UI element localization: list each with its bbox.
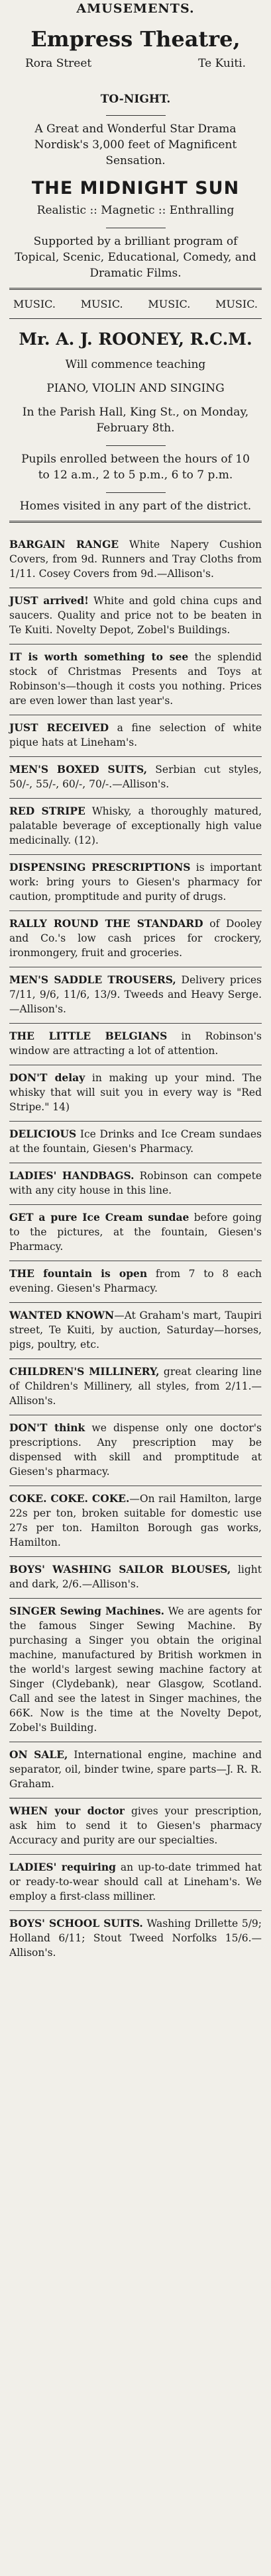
music-header: MUSIC. (215, 298, 258, 310)
ad-heading: MEN'S BOXED SUITS, (9, 763, 148, 776)
ad-text: an up-to-date trimmed hat or ready-to-wear should call at Lineham's. We employ a first-class milliner. (9, 1861, 262, 1902)
ad-heading: IT is worth something to see (9, 650, 189, 663)
ad-heading: DON'T delay (9, 1071, 85, 1084)
ad-text: in making up your mind. The whisky that will suit you in every way is "Red Stripe." 14) (9, 1072, 262, 1113)
ad-text: is important work: bring yours to Giesen's pharmacy for caution, promptitude and purity of drugs. (9, 862, 262, 903)
ad-heading: WHEN your doctor (9, 1804, 125, 1817)
music-line-1: Will commence teaching (65, 358, 206, 371)
classified-ad (9, 1065, 262, 1122)
ad-text: White and gold china cups and saucers. Quality and price not to be beaten in Te Kuiti. Novelty Depot, Zobel's Buildings. (9, 595, 262, 636)
classified-ad (9, 1599, 262, 1742)
ad-heading: BOYS' WASHING SAILOR BLOUSES, (9, 1563, 231, 1576)
music-line-5: Homes visited in any part of the district. (19, 500, 252, 513)
ad-heading: JUST RECEIVED (9, 721, 109, 734)
music-header: MUSIC. (13, 298, 56, 310)
ad-text: in Robinson's window are attracting a lot of attention. (9, 1030, 262, 1057)
ad-heading: RED STRIPE (9, 805, 85, 817)
ad-heading: SINGER Sewing Machines. (9, 1605, 165, 1617)
classified-ad (9, 644, 262, 715)
divider (9, 288, 262, 290)
ad-text: before going to the pictures, at the fountain, Giesen's Pharmacy. (9, 1212, 262, 1253)
music-line-3: In the Parish Hall, King St., on Monday, February 8th. (22, 406, 249, 435)
ad-heading: CHILDREN'S MILLINERY, (9, 1365, 160, 1378)
ad-heading: THE fountain is open (9, 1267, 148, 1280)
divider (9, 521, 262, 523)
ad-heading: ON SALE, (9, 1748, 68, 1761)
ad-heading: DON'T think (9, 1421, 85, 1434)
ad-heading: THE LITTLE BELGIANS (9, 1030, 168, 1042)
music-header: MUSIC. (80, 298, 123, 310)
film-title: THE MIDNIGHT SUN (31, 178, 240, 199)
ad-heading: WANTED KNOWN (9, 1309, 115, 1321)
ad-text: Whisky, a thoroughly matured, palatable beverage of exceptionally high value medicinally. (12). (9, 805, 262, 846)
classified-ad (9, 1415, 262, 1486)
ad-text: —At Graham's mart, Taupiri street, Te Kuiti, by auction, Saturday—horses, pigs, poultry, etc. (9, 1310, 262, 1351)
classified-ad (9, 1359, 262, 1415)
theatre-name: Empress Theatre, (30, 26, 241, 52)
classified-ad (9, 1911, 262, 1967)
divider (106, 115, 166, 116)
ad-heading: DISPENSING PRESCRIPTIONS (9, 861, 191, 873)
ad-heading: LADIES' HANDBAGS. (9, 1169, 135, 1182)
ad-text: of Dooley and Co.'s low cash prices for crockery, ironmongery, fruit and groceries. (9, 918, 262, 959)
classified-ad (9, 1557, 262, 1599)
classified-ad (9, 855, 262, 911)
music-teacher-ad (9, 298, 262, 514)
classified-ad (9, 532, 262, 588)
ad-text: Robinson can compete with any city house in this line. (9, 1170, 262, 1196)
music-headers (13, 298, 258, 310)
ad-heading: RALLY ROUND THE STANDARD (9, 917, 203, 930)
divider (106, 492, 166, 493)
ad-text: Serbian cut styles, 50/-, 55/-, 60/-, 70/-.—Allison's. (9, 764, 262, 790)
ad-text: —On rail Hamilton, large 22s per ton, broken suitable for domestic use 27s per ton. Hamilton Borough gas works, Hamilton. (9, 1493, 262, 1548)
theatre-street: Rora Street (25, 57, 92, 70)
classified-ad (9, 1855, 262, 1911)
empress-theatre-ad (9, 26, 262, 281)
ad-text: Delivery prices 7/11, 9/6, 11/6, 13/9. Tweeds and Heavy Serge.—Allison's. (9, 974, 262, 1015)
ad-text: from 7 to 8 each evening. Giesen's Pharmacy. (9, 1268, 262, 1294)
ad-text: the splendid stock of Christmas Presents and Toys at Robinson's—though it costs you nothing. Prices are even lower than last year's. (9, 651, 262, 707)
divider (106, 445, 166, 446)
music-header: MUSIC. (148, 298, 191, 310)
ad-text: White Napery Cushion Covers, from 9d. Runners and Tray Cloths from 1/11. Cosey Covers from 9d.—Allison's. (9, 539, 262, 580)
classified-ad (9, 588, 262, 644)
classified-ad (9, 1261, 262, 1303)
divider (9, 318, 262, 319)
ad-heading: BARGAIN RANGE (9, 538, 119, 551)
classified-ad (9, 1799, 262, 1855)
tonight-label: TO-NIGHT. (100, 93, 171, 106)
theatre-town: Te Kuiti. (198, 57, 246, 70)
ad-heading: GET a pure Ice Cream sundae (9, 1211, 190, 1223)
ad-heading: LADIES' requiring (9, 1861, 116, 1873)
ad-text: great clearing line of Children's Millinery, all styles, from 2/11.—Allison's. (9, 1366, 262, 1407)
newspaper-page (0, 1, 271, 2576)
program-text: Supported by a brilliant program of Topical, Scenic, Educational, Comedy, and Dramatic Films. (15, 235, 256, 280)
music-line-2: PIANO, VIOLIN AND SINGING (46, 382, 225, 395)
music-line-4: Pupils enrolled between the hours of 10 to 12 a.m., 2 to 5 p.m., 6 to 7 p.m. (21, 453, 250, 482)
ad-heading: MEN'S SADDLE TROUSERS, (9, 973, 176, 986)
classified-ad (9, 715, 262, 757)
classified-ad (9, 1303, 262, 1359)
classified-ad (9, 911, 262, 967)
teacher-name: Mr. A. J. ROONEY, R.C.M. (19, 330, 252, 349)
ad-heading: BOYS' SCHOOL SUITS. (9, 1917, 143, 1930)
classified-ad (9, 1486, 262, 1557)
classified-ad (9, 1205, 262, 1261)
ad-heading: JUST arrived! (9, 594, 89, 607)
ad-heading: COKE. COKE. COKE. (9, 1492, 130, 1505)
ad-text: International engine, machine and separator, oil, binder twine, spare parts—J. R. R. Graham. (9, 1749, 262, 1790)
ad-text: a fine selection of white pique hats at Lineham's. (9, 722, 262, 748)
ad-text: Ice Drinks and Ice Cream sundaes at the fountain, Giesen's Pharmacy. (9, 1128, 262, 1155)
classified-ad (9, 1122, 262, 1163)
ad-text: light and dark, 2/6.—Allison's. (9, 1564, 262, 1590)
section-title: AMUSEMENTS. (76, 1, 195, 16)
ad-text: gives your prescription, ask him to send it to Giesen's pharmacy Accuracy and purity are our specialties. (9, 1805, 262, 1846)
ad-heading: DELICIOUS (9, 1128, 77, 1140)
classified-ad (9, 757, 262, 799)
ad-text: Washing Drillette 5/9; Holland 6/11; Stout Tweed Norfolks 15/6.—Allison's. (9, 1918, 262, 1959)
ad-text: we dispense only one doctor's prescriptions. Any prescription may be dispensed with skill and promptitude at Giesen's pharmacy. (9, 1422, 262, 1478)
film-tagline: Realistic :: Magnetic :: Enthralling (36, 204, 235, 217)
classified-ad (9, 1742, 262, 1799)
theatre-address (25, 57, 246, 70)
theatre-intro: A Great and Wonderful Star Drama Nordisk's 3,000 feet of Magnificent Sensation. (34, 122, 237, 167)
classified-ad (9, 967, 262, 1024)
classified-ads (9, 532, 262, 1967)
classified-ad (9, 1163, 262, 1205)
classified-ad (9, 799, 262, 855)
ad-text: We are agents for the famous Singer Sewing Machine. By purchasing a Singer you obtain the original machine, manufactured by British workmen in the world's largest sewing machine factory at Singer (Clydebank), near Glasgow, Scotland. Call and see the latest in Singer machines, the 66K. Now is the time at the Novelty Depot, Zobel's Building. (9, 1605, 262, 1734)
classified-ad (9, 1024, 262, 1065)
